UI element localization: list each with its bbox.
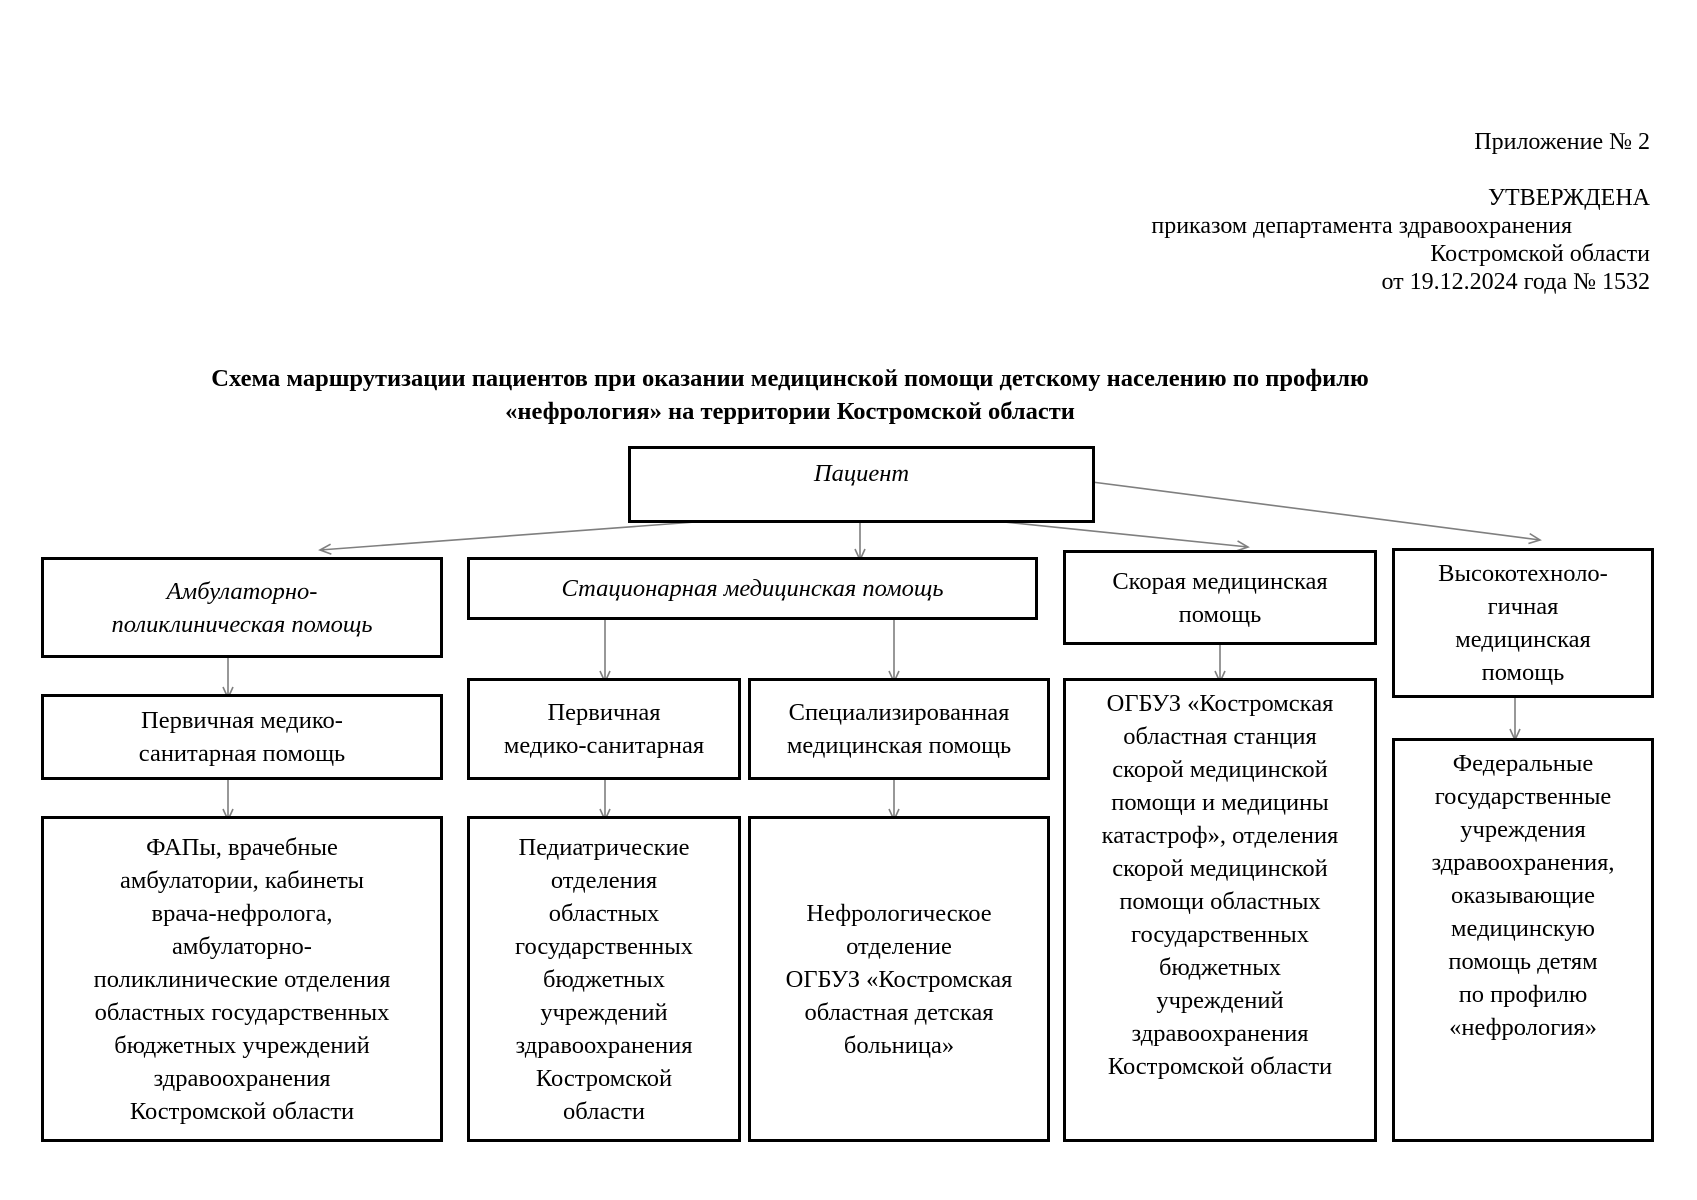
hightech-care-label: Высокотехноло- гичная медицинская помощь — [1438, 560, 1608, 686]
ambulatory-care-box — [41, 557, 443, 658]
arrow-patient-to-ambulatory — [320, 520, 722, 550]
title-line-2: «нефрология» на территории Костромской области — [505, 398, 1075, 425]
arrow-patient-to-emergency — [985, 520, 1248, 547]
order-line: приказом департамента здравоохранения — [1151, 213, 1572, 239]
federal-institutions-box — [1392, 738, 1654, 1142]
emergency-organization-box — [1063, 678, 1377, 1142]
patient-label: Пациент — [813, 460, 910, 487]
inpatient-care-box — [467, 557, 1038, 620]
patient-box — [628, 446, 1095, 523]
ambulatory-primary-box — [41, 694, 443, 780]
nephrology-department-label: Нефрологическое отделение ОГБУЗ «Костромская областная детская больница» — [785, 899, 1013, 1059]
ambulatory-units-label: ФАПы, врачебные амбулатории, кабинеты врача-нефролога, амбулаторно- поликлинические отделения областных государственных бюджетных учреждений здравоохранения Костромской области — [93, 833, 391, 1125]
pediatric-departments-box — [467, 816, 741, 1142]
emergency-care-box — [1063, 550, 1377, 645]
approved-label: УТВЕРЖДЕНА — [1487, 185, 1650, 211]
inpatient-specialized-box — [748, 678, 1050, 780]
inpatient-specialized-label: Специализированная медицинская помощь — [786, 699, 1012, 759]
inpatient-care-label: Стационарная медицинская помощь — [561, 575, 944, 602]
ambulatory-care-label: Амбулаторно- поликлиническая помощь — [111, 577, 373, 638]
order-date-number: от 19.12.2024 года № 1532 — [1381, 269, 1650, 295]
title-line-1: Схема маршрутизации пациентов при оказании медицинской помощи детскому населению по профилю — [211, 365, 1369, 392]
region-line: Костромской области — [1430, 241, 1650, 267]
federal-institutions-label: Федеральные государственные учреждения здравоохранения, оказывающие медицинскую помощь детям по профилю «нефрология» — [1431, 750, 1615, 1041]
appendix-number: Приложение № 2 — [1474, 129, 1650, 155]
arrow-patient-to-hightech — [1092, 482, 1540, 540]
pediatric-departments-label: Педиатрические отделения областных государственных бюджетных учреждений здравоохранения Костромской области — [515, 833, 693, 1125]
nephrology-department-box — [748, 816, 1050, 1142]
ambulatory-primary-label: Первичная медико- санитарная помощь — [138, 707, 346, 767]
emergency-organization-label: ОГБУЗ «Костромская областная станция скорой медицинской помощи и медицины катастроф», отделения скорой медицинской помощи областных государственных бюджетных учреждений здравоохранения Костромской области — [1101, 690, 1339, 1080]
inpatient-primary-box — [467, 678, 741, 780]
emergency-care-label: Скорая медицинская помощь — [1112, 567, 1328, 628]
ambulatory-units-box — [41, 816, 443, 1142]
hightech-care-box — [1392, 548, 1654, 698]
inpatient-primary-label: Первичная медико-санитарная — [503, 699, 705, 759]
